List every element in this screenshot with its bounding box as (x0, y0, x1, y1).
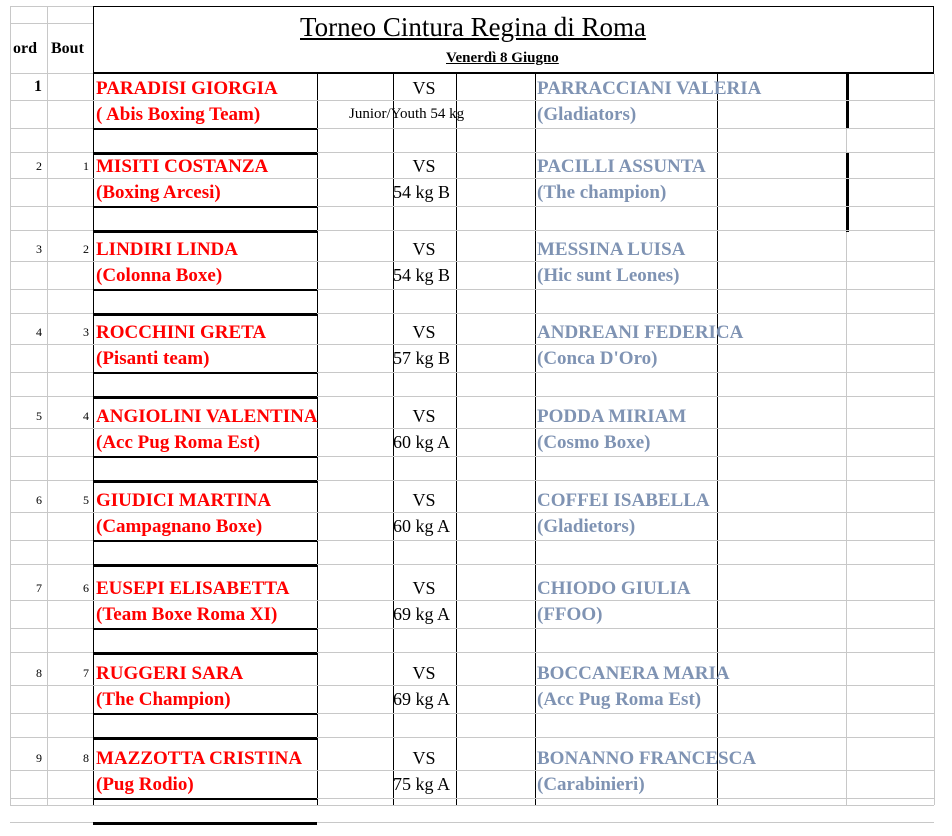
red-corner-team: ( Abis Boxing Team) (96, 104, 261, 125)
blue-corner-team: (Gladietors) (537, 516, 636, 537)
bout-column-header: Bout (51, 40, 84, 57)
grid-hline (93, 564, 317, 567)
bout-order-number: 2 (36, 159, 42, 173)
blue-corner-name: BONANNO FRANCESCA (537, 748, 757, 769)
blue-corner-name: PARRACCIANI VALERIA (537, 78, 762, 99)
grid-hline (93, 6, 934, 7)
grid-hline (10, 261, 934, 262)
grid-hline (10, 344, 934, 345)
grid-vline (934, 74, 935, 805)
bout-number: 1 (83, 159, 89, 173)
vs-label: VS (412, 239, 436, 259)
grid-hline (93, 456, 317, 458)
blue-corner-team: (Conca D'Oro) (537, 348, 658, 369)
weight-class: 54 kg B (393, 182, 451, 202)
grid-hline (93, 72, 934, 74)
grid-hline (10, 6, 94, 7)
grid-hline (93, 372, 317, 374)
vs-label: VS (412, 663, 436, 683)
vs-label: VS (412, 578, 436, 598)
grid-vline (93, 74, 94, 805)
vs-label: VS (412, 490, 436, 510)
bout-number: 2 (83, 242, 89, 256)
red-corner-team: (Pug Rodio) (96, 774, 194, 795)
vs-label: VS (412, 78, 436, 98)
grid-hline (10, 805, 934, 806)
red-corner-name: MISITI COSTANZA (96, 156, 269, 177)
grid-vline (846, 152, 849, 232)
blue-corner-name: PACILLI ASSUNTA (537, 156, 706, 177)
grid-hline (10, 600, 934, 601)
grid-hline (10, 685, 934, 686)
weight-class: 69 kg A (393, 604, 451, 624)
grid-hline (93, 822, 317, 825)
red-corner-name: LINDIRI LINDA (96, 239, 238, 260)
weight-class: Junior/Youth 54 kg (349, 106, 465, 122)
red-corner-team: (Campagnano Boxe) (96, 516, 263, 537)
grid-vline (456, 74, 457, 805)
grid-vline (933, 6, 934, 74)
weight-class: 60 kg A (393, 432, 451, 452)
grid-vline (717, 74, 718, 805)
weight-class: 57 kg B (393, 348, 451, 368)
grid-hline (10, 770, 934, 771)
grid-vline (317, 74, 318, 805)
grid-hline (93, 206, 317, 208)
grid-vline (93, 6, 94, 74)
weight-class: 60 kg A (393, 516, 451, 536)
blue-corner-team: (Carabinieri) (537, 774, 645, 795)
grid-hline (10, 512, 934, 513)
grid-hline (93, 313, 317, 316)
blue-corner-team: (Gladiators) (537, 104, 637, 125)
red-corner-name: GIUDICI MARTINA (96, 490, 272, 511)
grid-hline (10, 100, 934, 101)
bout-order-number: 8 (36, 666, 42, 680)
bout-order-number: 5 (36, 409, 42, 423)
ord-column-header: ord (13, 40, 37, 57)
blue-corner-name: ANDREANI FEDERICA (537, 322, 744, 343)
red-corner-team: (Colonna Boxe) (96, 265, 223, 286)
page-title: Torneo Cintura Regina di Roma (300, 12, 647, 42)
grid-hline (93, 652, 317, 655)
bout-order-number: 6 (36, 493, 42, 507)
blue-corner-name: PODDA MIRIAM (537, 406, 687, 427)
grid-hline (93, 713, 317, 715)
bout-order-number: 3 (36, 242, 42, 256)
red-corner-team: (Team Boxe Roma XI) (96, 604, 278, 625)
blue-corner-team: (Cosmo Boxe) (537, 432, 651, 453)
grid-hline (10, 428, 934, 429)
bout-number: 8 (83, 751, 89, 765)
bout-number: 6 (83, 581, 89, 595)
bout-number: 4 (83, 409, 89, 423)
red-corner-name: ANGIOLINI VALENTINA (96, 406, 318, 427)
grid-vline (535, 74, 536, 805)
weight-class: 75 kg A (393, 774, 451, 794)
blue-corner-name: MESSINA LUISA (537, 239, 686, 260)
page-subtitle: Venerdì 8 Giugno (446, 50, 559, 66)
grid-hline (93, 737, 317, 740)
grid-hline (93, 396, 317, 399)
red-corner-name: EUSEPI ELISABETTA (96, 578, 290, 599)
red-corner-name: MAZZOTTA CRISTINA (96, 748, 303, 769)
blue-corner-name: COFFEI ISABELLA (537, 490, 710, 511)
grid-hline (93, 152, 317, 155)
red-corner-name: ROCCHINI GRETA (96, 322, 267, 343)
blue-corner-team: (Hic sunt Leones) (537, 265, 680, 286)
blue-corner-team: (FFOO) (537, 604, 603, 625)
weight-class: 54 kg B (393, 265, 451, 285)
bout-order-number: 4 (36, 325, 42, 339)
grid-hline (93, 289, 317, 291)
blue-corner-team: (The champion) (537, 182, 667, 203)
vs-label: VS (412, 156, 436, 176)
vs-label: VS (412, 322, 436, 342)
grid-hline (93, 480, 317, 483)
grid-hline (93, 628, 317, 630)
red-corner-name: PARADISI GIORGIA (96, 78, 278, 99)
bout-number: 5 (83, 493, 89, 507)
blue-corner-team: (Acc Pug Roma Est) (537, 689, 702, 710)
grid-hline (93, 798, 317, 800)
red-corner-name: RUGGERI SARA (96, 663, 244, 684)
red-corner-team: (Acc Pug Roma Est) (96, 432, 261, 453)
bout-number: 3 (83, 325, 89, 339)
grid-hline (10, 23, 94, 24)
vs-label: VS (412, 748, 436, 768)
weight-class: 69 kg A (393, 689, 451, 709)
red-corner-team: (The Champion) (96, 689, 231, 710)
grid-hline (10, 73, 94, 74)
bout-order-number: 9 (36, 751, 42, 765)
grid-hline (93, 128, 317, 130)
grid-hline (93, 540, 317, 542)
blue-corner-name: BOCCANERA MARIA (537, 663, 730, 684)
blue-corner-name: CHIODO GIULIA (537, 578, 691, 599)
bout-number: 7 (83, 666, 89, 680)
red-corner-team: (Boxing Arcesi) (96, 182, 221, 203)
grid-hline (93, 230, 317, 233)
bout-order-number: 7 (36, 581, 42, 595)
vs-label: VS (412, 406, 436, 426)
grid-vline (846, 74, 849, 128)
bout-order-number: 1 (34, 78, 42, 95)
red-corner-team: (Pisanti team) (96, 348, 210, 369)
grid-hline (10, 178, 934, 179)
